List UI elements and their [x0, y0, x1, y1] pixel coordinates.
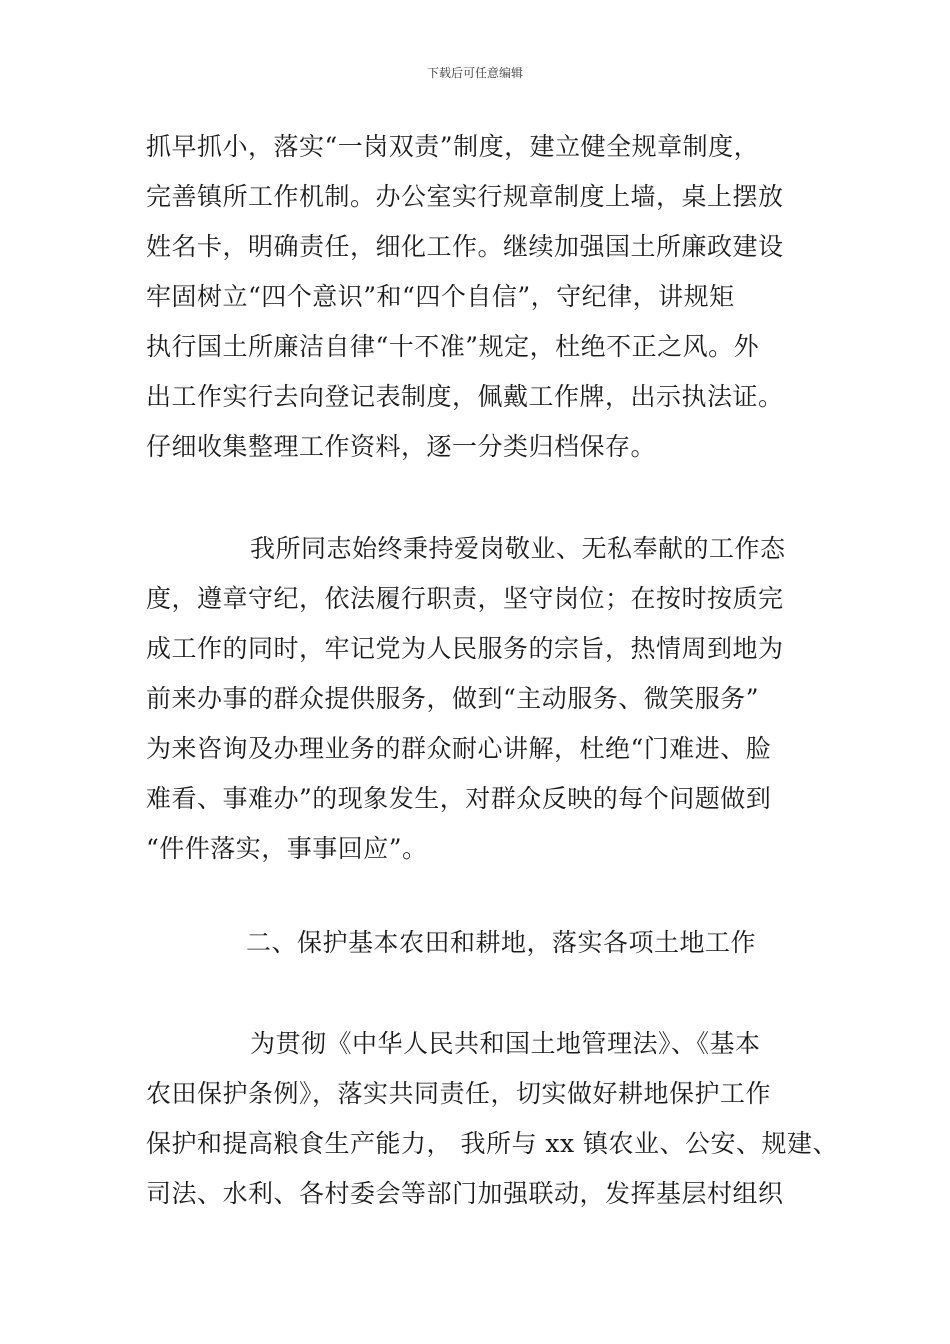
- text-line: 司法、水利、各村委会等部门加强联动，发挥基层村组织: [146, 1179, 784, 1208]
- paragraph-service: [146, 524, 836, 874]
- paragraph-farmland: [146, 1019, 839, 1219]
- text-line: 仔细收集整理工作资料，逐一分类归档保存。: [146, 432, 657, 461]
- text-line-indented: 为贯彻《中华人民共和国土地管理法》、《基本: [250, 1029, 761, 1058]
- text-line: 抓早抓小，落实“一岗双责”制度，建立健全规章制度，: [146, 132, 760, 161]
- paragraph-discipline: [146, 122, 836, 472]
- text-line: 度，遵章守纪，依法履行职责，坚守岗位；在按时按质完: [146, 584, 784, 613]
- section-heading-text: 二、保护基本农田和耕地，落实各项土地工作: [246, 928, 757, 957]
- text-line: 前来办事的群众提供服务，做到“主动服务、微笑服务”: [146, 684, 760, 713]
- section-heading: [246, 918, 846, 968]
- text-line: 农田保护条例》，落实共同责任，切实做好耕地保护工作: [146, 1079, 772, 1108]
- text-line: 姓名卡，明确责任，细化工作。继续加强国土所廉政建设: [146, 232, 784, 261]
- page-header-note: 下载后可任意编辑: [426, 66, 523, 80]
- text-line: 牢固树立“四个意识”和“四个自信”，守纪律，讲规矩: [146, 282, 735, 311]
- text-line-indented: 我所同志始终秉持爱岗敬业、无私奉献的工作态: [250, 534, 786, 563]
- text-line: 出工作实行去向登记表制度，佩戴工作牌，出示执法证。: [146, 382, 784, 411]
- text-line: 执行国土所廉洁自律“十不准”规定，杜绝不正之风。外: [146, 332, 760, 361]
- text-line: 保护和提高粮食生产能力， 我所与 xx 镇农业、公安、规建、: [146, 1129, 839, 1158]
- text-line: 成工作的同时，牢记党为人民服务的宗旨，热情周到地为: [146, 634, 784, 663]
- text-line: “件件落实，事事回应”。: [146, 834, 428, 863]
- text-line: 难看、事难办”的现象发生，对群众反映的每个问题做到: [146, 784, 772, 813]
- text-line: 为来咨询及办理业务的群众耐心讲解，杜绝“门难进、脸: [146, 734, 772, 763]
- text-line: 完善镇所工作机制。办公室实行规章制度上墙，桌上摆放: [146, 182, 784, 211]
